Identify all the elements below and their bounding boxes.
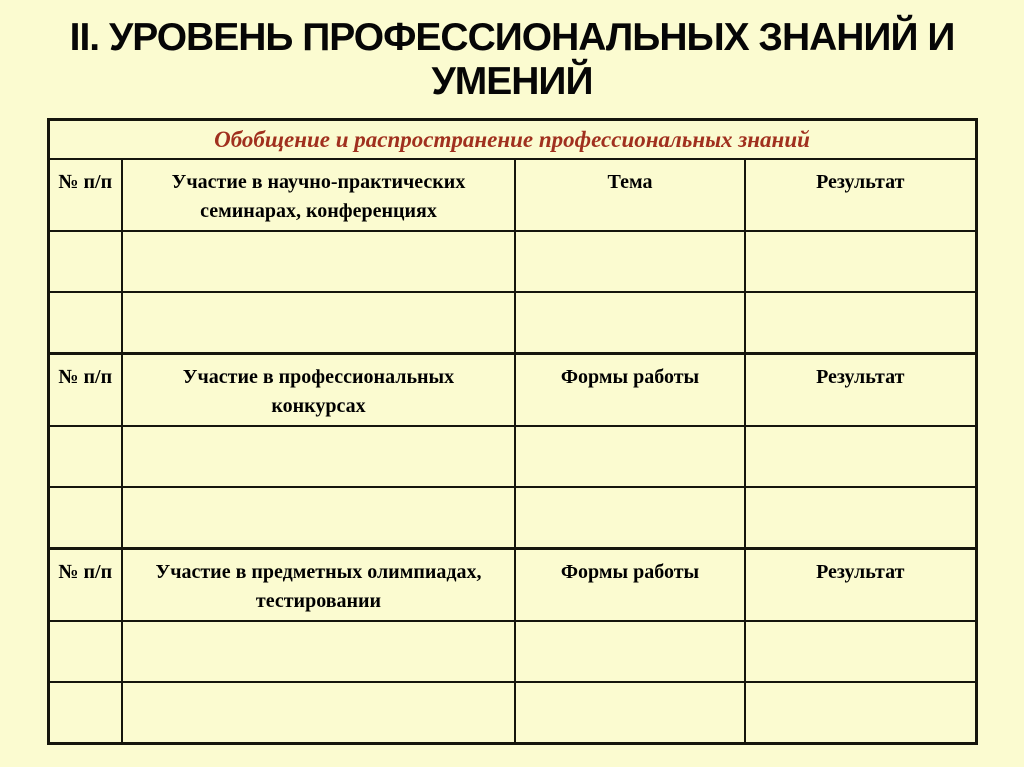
column-header-activity: Участие в научно-практических семинарах, конференциях xyxy=(122,159,515,231)
section-2-header-row xyxy=(48,354,976,427)
column-header-result: Результат xyxy=(745,159,976,231)
empty-cell xyxy=(515,292,745,354)
table-caption-row xyxy=(48,120,976,160)
column-header-number: № п/п xyxy=(48,354,122,427)
section-3-header-row xyxy=(48,549,976,622)
table-caption: Обобщение и распространение профессиональных знаний xyxy=(48,120,976,160)
page-title: II. УРОВЕНЬ ПРОФЕССИОНАЛЬНЫХ ЗНАНИЙ И УМЕНИЙ xyxy=(69,16,955,103)
empty-cell xyxy=(122,487,515,549)
column-header-result: Результат xyxy=(745,354,976,427)
column-header-result: Результат xyxy=(745,549,976,622)
empty-cell xyxy=(515,487,745,549)
empty-cell xyxy=(745,621,976,682)
empty-cell xyxy=(122,426,515,487)
empty-cell xyxy=(48,292,122,354)
empty-cell xyxy=(515,426,745,487)
column-header-number: № п/п xyxy=(48,549,122,622)
column-header-work-forms: Формы работы xyxy=(515,549,745,622)
column-header-number: № п/п xyxy=(48,159,122,231)
section-3-empty-row-2 xyxy=(48,682,976,744)
empty-cell xyxy=(122,231,515,292)
empty-cell xyxy=(515,231,745,292)
empty-cell xyxy=(122,621,515,682)
empty-cell xyxy=(515,682,745,744)
empty-cell xyxy=(48,426,122,487)
empty-cell xyxy=(745,292,976,354)
column-header-activity: Участие в профессиональных конкурсах xyxy=(122,354,515,427)
section-2-empty-row-2 xyxy=(48,487,976,549)
section-1-empty-row-2 xyxy=(48,292,976,354)
empty-cell xyxy=(48,621,122,682)
column-header-activity: Участие в предметных олимпиадах, тестировании xyxy=(122,549,515,622)
empty-cell xyxy=(745,487,976,549)
empty-cell xyxy=(48,231,122,292)
empty-cell xyxy=(745,231,976,292)
empty-cell xyxy=(122,682,515,744)
empty-cell xyxy=(48,682,122,744)
section-1-empty-row-1 xyxy=(48,231,976,292)
empty-cell xyxy=(48,487,122,549)
empty-cell xyxy=(745,426,976,487)
empty-cell xyxy=(745,682,976,744)
empty-cell xyxy=(122,292,515,354)
section-2-empty-row-1 xyxy=(48,426,976,487)
column-header-work-forms: Формы работы xyxy=(515,354,745,427)
empty-cell xyxy=(515,621,745,682)
section-1-header-row xyxy=(48,159,976,231)
professional-knowledge-table xyxy=(47,118,978,745)
section-3-empty-row-1 xyxy=(48,621,976,682)
column-header-topic: Тема xyxy=(515,159,745,231)
